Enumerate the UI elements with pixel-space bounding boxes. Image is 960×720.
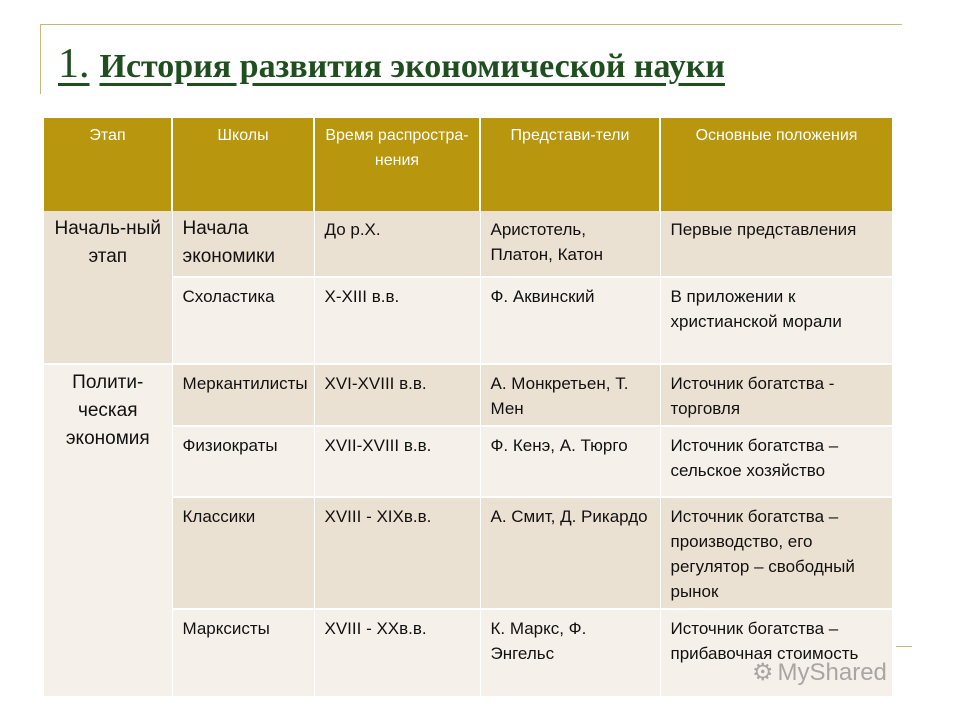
table-row xyxy=(44,364,892,426)
header-time: Время распростра-нения xyxy=(314,118,480,211)
school-cell: Начала экономики xyxy=(172,211,314,277)
header-representatives: Представи-тели xyxy=(480,118,660,211)
ideas-cell: Источник богатства – сельское хозяйство xyxy=(660,426,892,497)
header-schools: Школы xyxy=(172,118,314,211)
ideas-cell: Источник богатства – производство, его регулятор – свободный рынок xyxy=(660,497,892,609)
representatives-cell: К. Маркс, Ф. Энгельс xyxy=(480,609,660,697)
header-main-ideas: Основные положения xyxy=(660,118,892,211)
ideas-cell: Источник богатства – прибавочная стоимость xyxy=(660,609,892,697)
header-stage: Этап xyxy=(44,118,172,211)
school-cell: Меркантилисты xyxy=(172,364,314,426)
time-cell: XVI-XVIII в.в. xyxy=(314,364,480,426)
time-cell: X-XIII в.в. xyxy=(314,277,480,364)
title-text: История развития экономической науки xyxy=(99,48,725,85)
table-row xyxy=(44,426,892,497)
stage-cell: Началь-ный этап xyxy=(44,211,172,364)
title-number: 1. xyxy=(58,41,90,87)
table-row xyxy=(44,211,892,277)
economics-history-table xyxy=(44,118,893,698)
page-title xyxy=(58,40,725,88)
school-cell: Марксисты xyxy=(172,609,314,697)
ideas-cell: Источник богатства - торговля xyxy=(660,364,892,426)
stage-cell: Полити-ческая экономия xyxy=(44,364,172,697)
representatives-cell: Ф. Аквинский xyxy=(480,277,660,364)
representatives-cell: Ф. Кенэ, А. Тюрго xyxy=(480,426,660,497)
time-cell: XVIII - XXв.в. xyxy=(314,609,480,697)
decorative-right-line xyxy=(896,646,912,647)
time-cell: XVIII - XIXв.в. xyxy=(314,497,480,609)
header-row xyxy=(44,118,892,211)
ideas-cell: В приложении к христианской морали xyxy=(660,277,892,364)
watermark xyxy=(752,658,887,687)
decorative-top-line xyxy=(40,24,902,25)
ideas-cell: Первые представления xyxy=(660,211,892,277)
myshared-logo-icon: ⚙ xyxy=(752,659,774,686)
time-cell: XVII-XVIII в.в. xyxy=(314,426,480,497)
representatives-cell: А. Монкретьен, Т. Мен xyxy=(480,364,660,426)
table-row xyxy=(44,277,892,364)
table-row xyxy=(44,497,892,609)
representatives-cell: Аристотель, Платон, Катон xyxy=(480,211,660,277)
watermark-text: MyShared xyxy=(777,659,887,686)
school-cell: Классики xyxy=(172,497,314,609)
school-cell: Схоластика xyxy=(172,277,314,364)
school-cell: Физиократы xyxy=(172,426,314,497)
time-cell: До р.Х. xyxy=(314,211,480,277)
representatives-cell: А. Смит, Д. Рикардо xyxy=(480,497,660,609)
decorative-left-line xyxy=(40,24,41,94)
